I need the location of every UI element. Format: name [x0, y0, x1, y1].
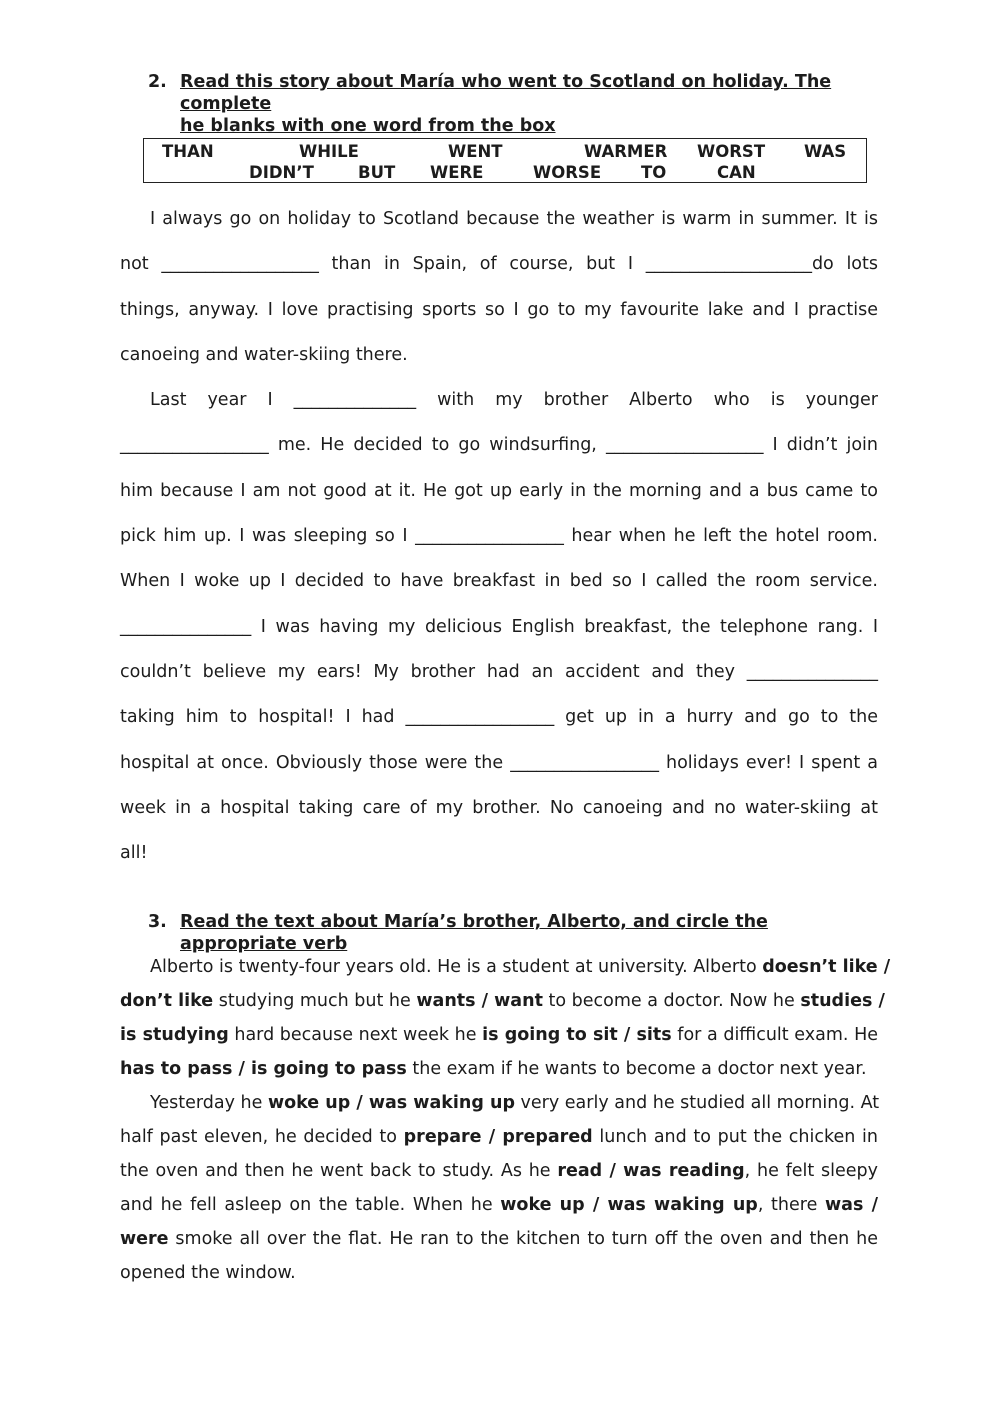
word-box-item: WARMER [584, 142, 668, 161]
verb-paragraph-1 [120, 950, 891, 1086]
story-line: all! [120, 843, 148, 864]
verb-choice[interactable]: wants / want [416, 991, 543, 1011]
text-run: very early and he studied all morning. At [514, 1093, 880, 1113]
verb-choice[interactable]: woke up / was waking up [267, 1093, 515, 1113]
story-line: _______________ I was having my delicious English breakfast, the telephone rang. I [120, 616, 878, 637]
section-2-instruction-line-2: he blanks with one word from the box [180, 116, 556, 136]
verb-line [120, 1256, 878, 1290]
verb-line [120, 1052, 878, 1086]
verb-choice[interactable]: read / was reading [557, 1161, 745, 1181]
word-box-item: WORST [697, 142, 766, 161]
story-line: When I woke up I decided to have breakfast in bed so I called the room service. [120, 571, 878, 592]
story-line: week in a hospital taking care of my brother. No canoeing and no water-skiing at [120, 797, 878, 818]
verb-line [120, 950, 891, 984]
story-line: him because I am not good at it. He got up early in the morning and a bus came to [120, 480, 878, 501]
verb-choice[interactable]: was / [825, 1195, 878, 1215]
verb-choice[interactable]: is going to sit / sits [482, 1025, 672, 1045]
word-box-item: WENT [448, 142, 503, 161]
section-2-number: 2. [148, 72, 167, 92]
story-line: _________________ me. He decided to go windsurfing, __________________ I didn’t join [120, 435, 878, 456]
story-text [120, 202, 878, 881]
word-box-item: WHILE [299, 142, 359, 161]
text-run: to become a doctor. Now he [542, 991, 801, 1011]
text-run: half past eleven, he decided to [120, 1127, 404, 1147]
verb-choice[interactable]: prepare / prepared [403, 1127, 593, 1147]
verb-line [120, 1120, 878, 1154]
verb-choice[interactable]: studies / [800, 991, 885, 1011]
verb-line [120, 1018, 878, 1052]
text-run: lunch and to put the chicken in [592, 1127, 879, 1147]
story-line: couldn’t believe my ears! My brother had an accident and they _______________ [120, 661, 878, 682]
verb-line [120, 1086, 878, 1120]
verb-line [120, 1154, 878, 1188]
story-line: taking him to hospital! I had _________________ get up in a hurry and go to the [120, 707, 878, 728]
text-run: and he fell asleep on the table. When he [120, 1195, 501, 1215]
verb-choice[interactable]: don’t like [120, 991, 214, 1011]
verb-choice[interactable]: were [120, 1229, 169, 1249]
story-line: canoeing and water-skiing there. [120, 344, 408, 365]
word-box-item: TO [641, 163, 667, 182]
story-line: Last year I ______________ with my brother Alberto who is younger [150, 390, 878, 411]
word-box-item: BUT [358, 163, 396, 182]
text-run: for a difficult exam. He [671, 1025, 878, 1045]
text-run: , there [757, 1195, 825, 1215]
verb-line [120, 984, 885, 1018]
word-box-item: THAN [162, 142, 214, 161]
section-3-number: 3. [148, 912, 167, 932]
text-run: hard because next week he [228, 1025, 483, 1045]
story-line: not __________________ than in Spain, of course, but I ___________________do lots [120, 254, 878, 275]
text-run: Yesterday he [150, 1093, 268, 1113]
story-line: I always go on holiday to Scotland because the weather is warm in summer. It is [150, 209, 878, 229]
word-box-item: WAS [804, 142, 847, 161]
text-run: opened the window. [120, 1263, 296, 1283]
text-run: smoke all over the flat. He ran to the kitchen to turn off the oven and then he [168, 1229, 878, 1249]
word-box-item: DIDN’T [249, 163, 314, 182]
verb-paragraph-2 [120, 1086, 878, 1290]
verb-choice[interactable]: has to pass / is going to pass [120, 1059, 407, 1079]
word-box [143, 138, 867, 183]
text-run: the oven and then he went back to study. As he [120, 1161, 558, 1181]
word-box-item: WORSE [533, 163, 602, 182]
verb-choice[interactable]: doesn’t like / [762, 957, 891, 977]
section-3-instruction: Read the text about María’s brother, Alberto, and circle the appropriate verb [180, 912, 768, 954]
section-2-heading [148, 71, 878, 137]
text-run: the exam if he wants to become a doctor next year. [406, 1059, 867, 1079]
section-3-heading [148, 911, 878, 955]
text-run: , he felt sleepy [744, 1161, 878, 1181]
story-line: things, anyway. I love practising sports so I go to my favourite lake and I practise [120, 299, 878, 320]
text-run: Alberto is twenty-four years old. He is a student at university. Alberto [150, 957, 763, 977]
verb-line [120, 1188, 878, 1222]
section-2-instruction-line-1: Read this story about María who went to Scotland on holiday. The complete [180, 72, 832, 114]
word-box-item: WERE [430, 163, 484, 182]
verb-choice[interactable]: is studying [120, 1025, 229, 1045]
text-run: studying much but he [213, 991, 417, 1011]
word-box-item: CAN [717, 163, 756, 182]
story-line: pick him up. I was sleeping so I _________________ hear when he left the hotel room. [120, 526, 878, 547]
story-line: hospital at once. Obviously those were the _________________ holidays ever! I spent a [120, 752, 878, 773]
verb-line [120, 1222, 878, 1256]
verb-choice[interactable]: woke up / was waking up [500, 1195, 758, 1215]
